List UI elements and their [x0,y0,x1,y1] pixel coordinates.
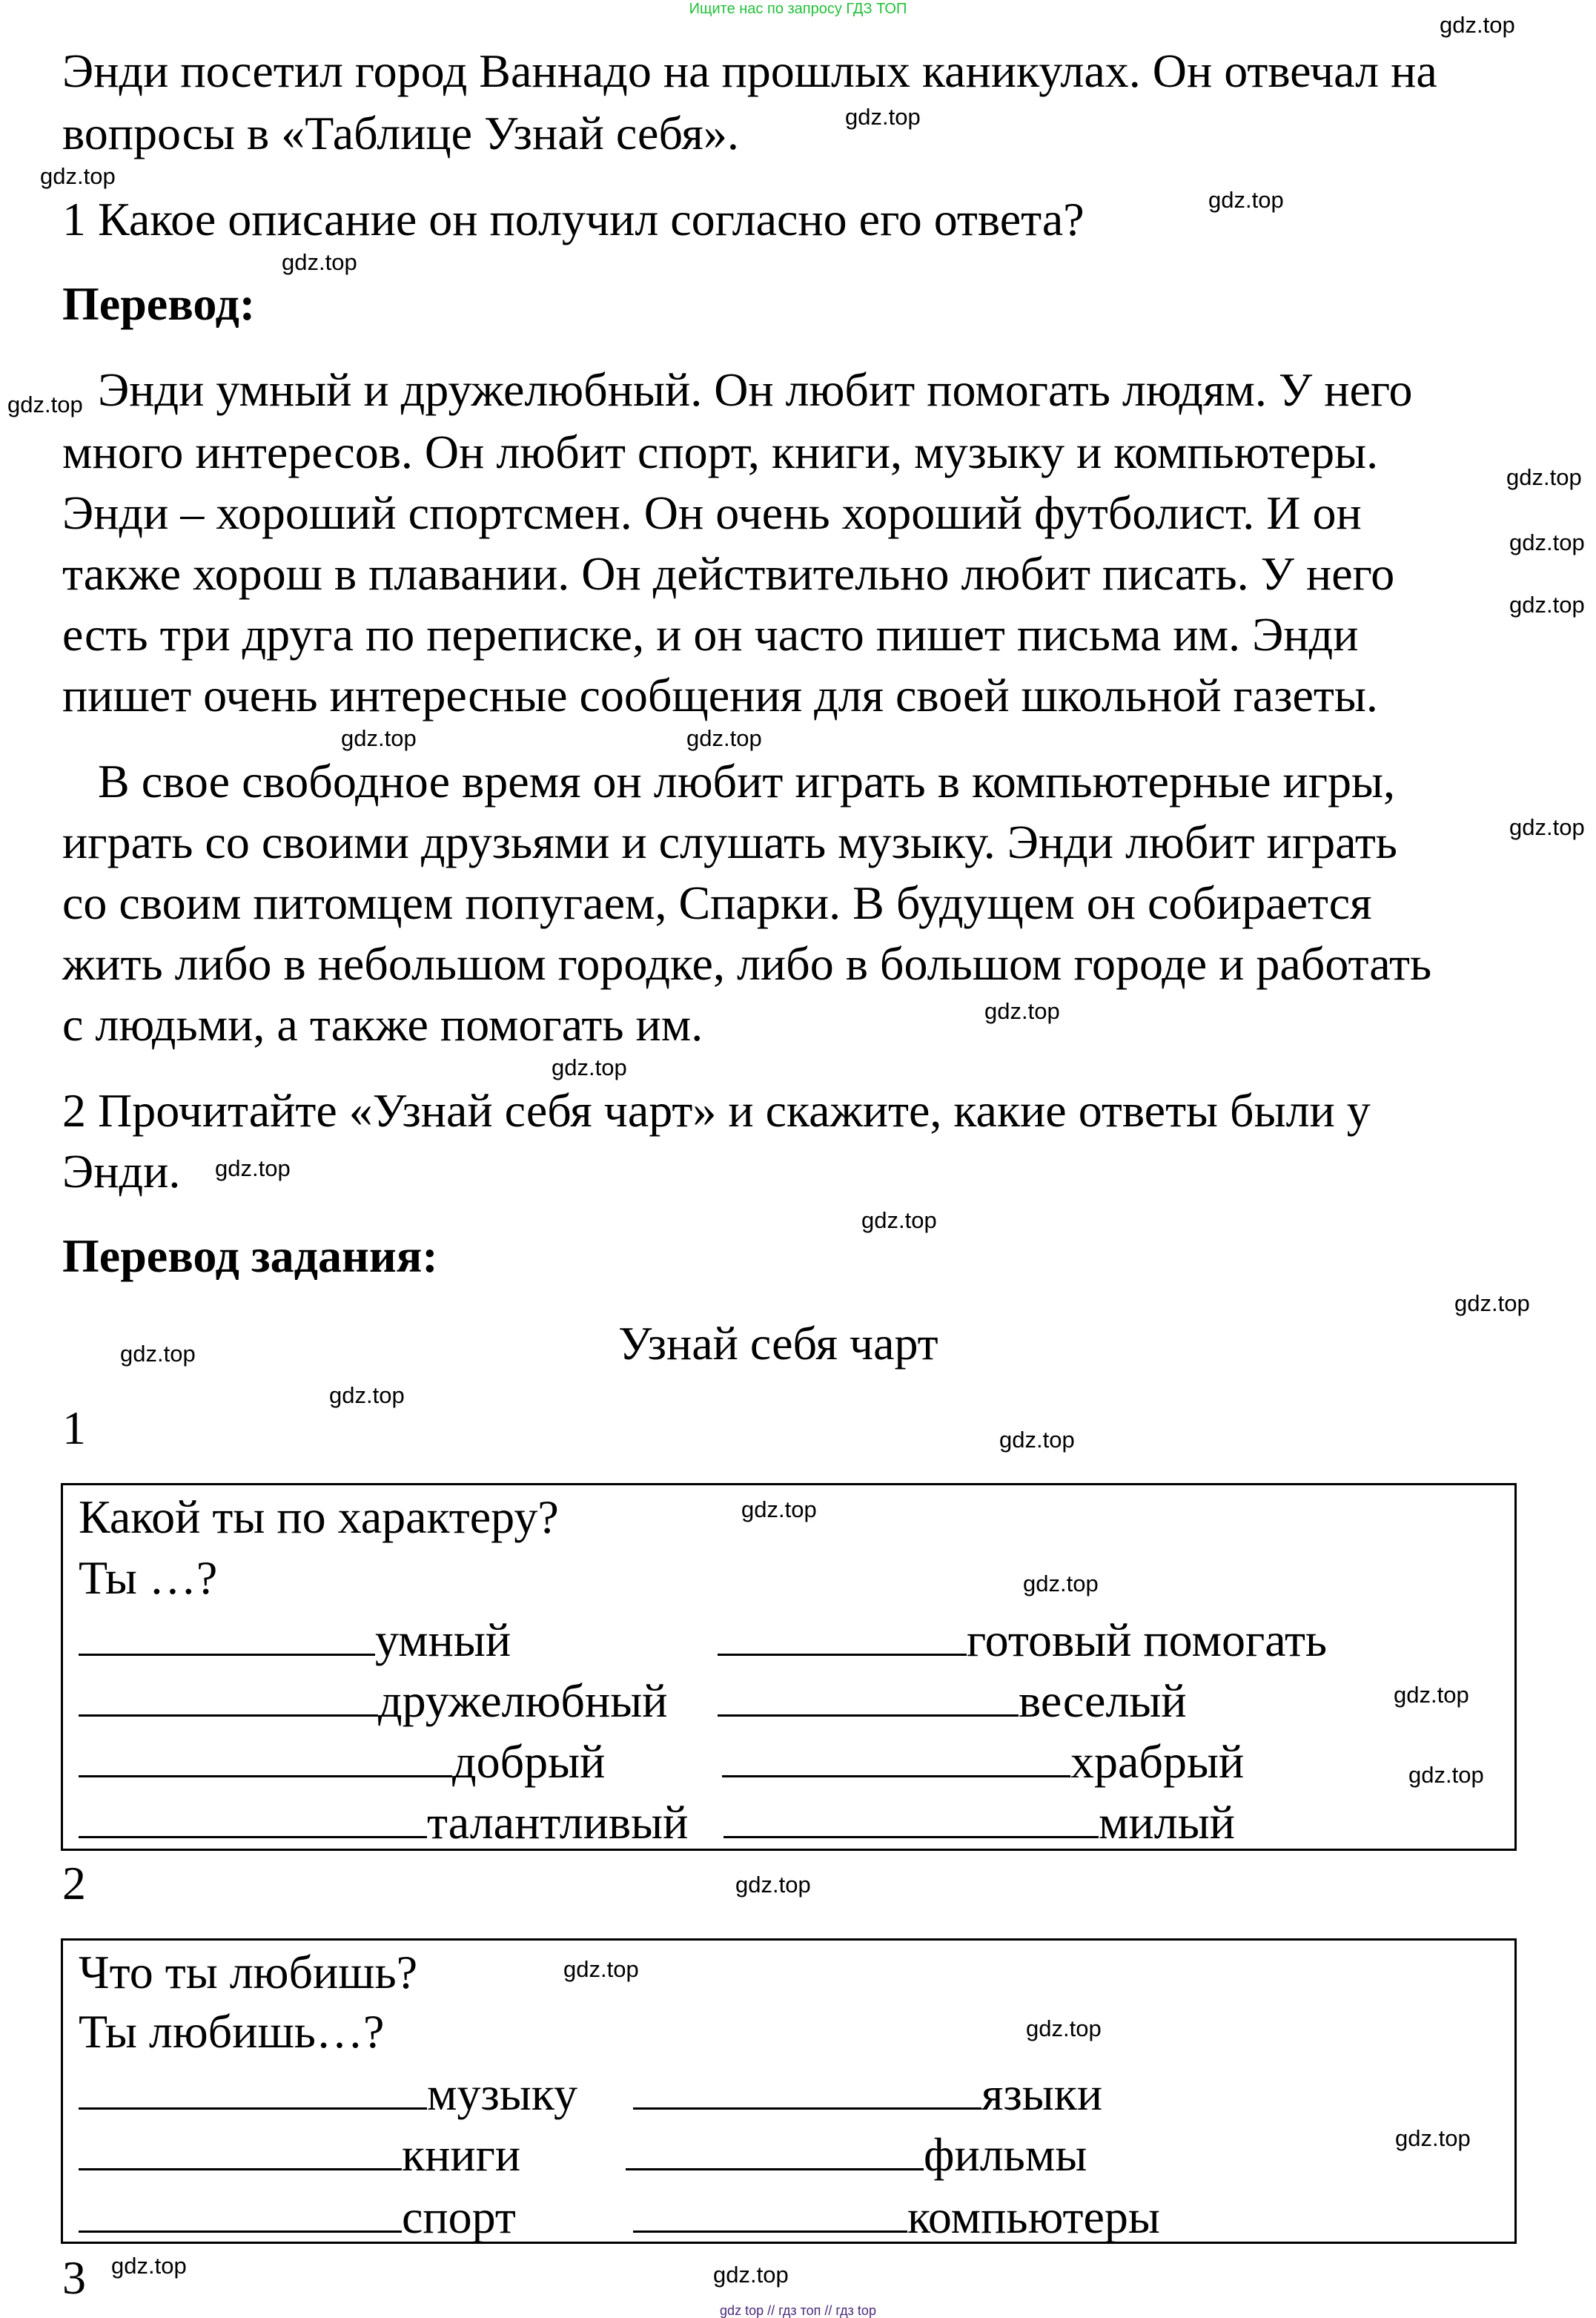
task-heading: Перевод задания: [62,1229,438,1282]
watermark: gdz.top [215,1155,291,1181]
answer-item: веселый [718,1671,1187,1731]
watermark: gdz.top [552,1054,627,1080]
question-1: 1 Какое описание он получил согласно его ответа? [62,193,1085,245]
watermark: gdz.top [1506,464,1582,490]
watermark: gdz.top [1509,814,1585,840]
answer-item: языки [633,2064,1102,2124]
watermark: gdz.top [1208,187,1284,213]
para2-line: с людьми, а также помогать им. [62,998,703,1051]
answer-item: готовый помогать [718,1610,1327,1671]
watermark: gdz.top [341,725,417,751]
watermark: gdz.top [713,2262,789,2288]
watermark: gdz.top [120,1341,196,1367]
section-question: Что ты любишь? [79,1946,418,1998]
answer-item: дружелюбный [79,1671,667,1731]
para2-line: со своим питомцем попугаем, Спарки. В будущем он собирается [62,876,1372,929]
answer-item: талантливый [79,1792,688,1853]
watermark: gdz.top [1509,529,1585,555]
intro-line: вопросы в «Таблице Узнай себя». [62,107,739,159]
watermark: gdz.top [735,1872,811,1898]
section-number: 2 [62,1857,86,1909]
watermark: gdz.top [999,1427,1075,1453]
watermark: gdz.top [984,998,1060,1024]
section-question: Какой ты по характеру? [79,1490,559,1543]
para1-line: много интересов. Он любит спорт, книги, музыку и компьютеры. [62,426,1379,478]
bottom-banner: gdz top // гдз топ // гдз top [720,2303,876,2318]
answer-item: милый [724,1792,1235,1853]
watermark: gdz.top [686,725,762,751]
watermark: gdz.top [1440,12,1515,38]
watermark: gdz.top [1394,1682,1469,1708]
para2-line: В свое свободное время он любит играть в компьютерные игры, [98,755,1395,808]
section-number: 1 [62,1401,86,1454]
para1-line: пишет очень интересные сообщения для своей школьной газеты. [62,669,1378,722]
watermark: gdz.top [845,104,921,130]
section-prompt: Ты любишь…? [79,2005,385,2058]
answer-item: храбрый [722,1731,1244,1792]
watermark: gdz.top [563,1956,639,1982]
watermark: gdz.top [1023,1571,1099,1596]
answer-item: фильмы [626,2124,1087,2185]
watermark: gdz.top [1026,2015,1102,2041]
watermark: gdz.top [1509,592,1585,618]
chart-title: Узнай себя чарт [618,1317,938,1370]
watermark: gdz.top [1395,2125,1471,2151]
watermark: gdz.top [1408,1762,1484,1788]
answer-item: книги [79,2124,520,2185]
watermark: gdz.top [1454,1290,1530,1316]
watermark: gdz.top [861,1207,937,1233]
answer-item: компьютеры [633,2187,1160,2248]
section-prompt: Ты …? [79,1551,218,1604]
watermark: gdz.top [111,2253,187,2279]
para2-line: жить либо в небольшом городке, либо в большом городе и работать [62,937,1432,990]
answer-item: спорт [79,2187,516,2248]
answer-item: добрый [79,1731,605,1792]
watermark: gdz.top [7,392,83,417]
para1-line: есть три друга по переписке, и он часто пишет письма им. Энди [62,608,1359,661]
para1-line: Энди умный и дружелюбный. Он любит помогать людям. У него [98,363,1413,416]
para2-line: играть со своими друзьями и слушать музыку. Энди любит играть [62,816,1397,868]
para1-line: Энди – хороший спортсмен. Он очень хороший футболист. И он [62,486,1362,539]
para1-line: также хорош в плавании. Он действительно любит писать. У него [62,547,1395,600]
section-number: 3 [62,2251,86,2304]
intro-line: Энди посетил город Ваннадо на прошлых каникулах. Он отвечал на [62,44,1437,97]
top-banner: Ищите нас по запросу ГДЗ ТОП [689,1,907,17]
question-2: Энди. [62,1145,181,1198]
answer-item: музыку [79,2064,577,2124]
answer-item: умный [79,1610,511,1671]
watermark: gdz.top [282,249,357,275]
watermark: gdz.top [329,1382,405,1408]
watermark: gdz.top [40,163,116,189]
question-2: 2 Прочитайте «Узнай себя чарт» и скажите, какие ответы были у [62,1084,1371,1137]
translation-heading: Перевод: [62,277,256,330]
watermark: gdz.top [741,1496,817,1522]
